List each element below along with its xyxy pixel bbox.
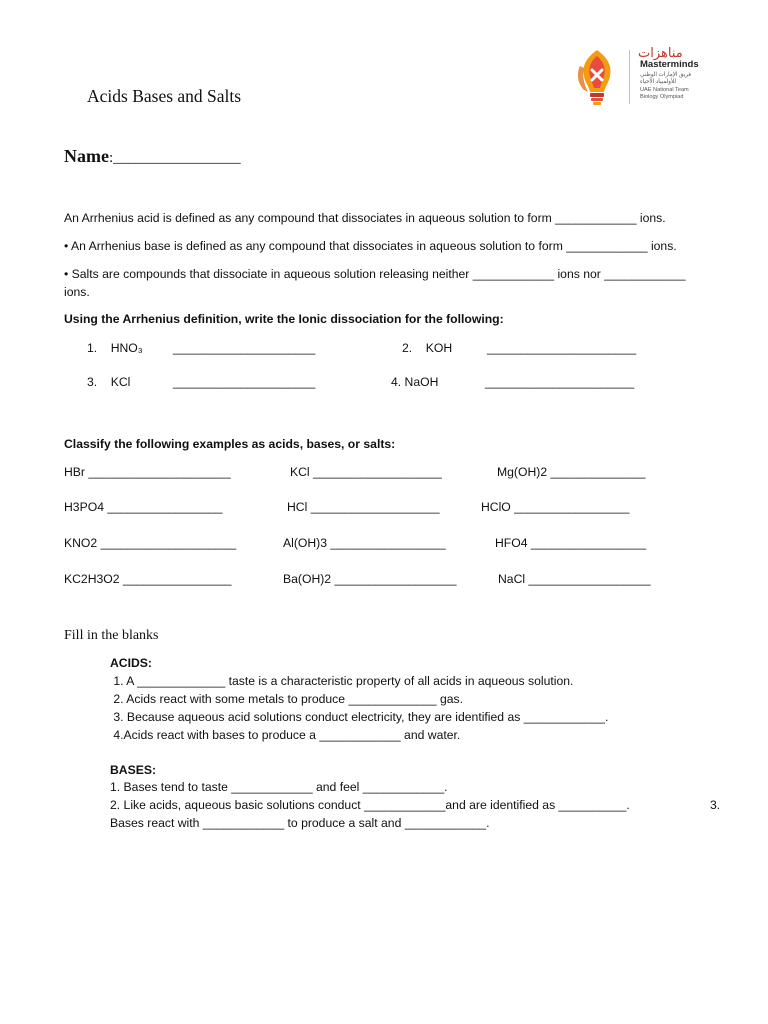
definition-salts-line1: • Salts are compounds that dissociate in aqueous solution releasing neither ____________ ions nor ____________	[64, 267, 686, 281]
name-colon: :	[108, 150, 114, 166]
logo-divider	[629, 50, 630, 104]
name-blank[interactable]: _________________	[113, 150, 241, 166]
name-label: Name	[64, 146, 109, 166]
lightbulb-flame-icon	[572, 46, 622, 108]
classify-item: H3PO4 _________________	[64, 500, 223, 514]
masterminds-logo	[572, 46, 712, 108]
classify-heading: Classify the following examples as acids, bases, or salts:	[64, 437, 396, 451]
logo-english-line2: Biology Olympiad	[640, 94, 684, 100]
dissociation-item-blank[interactable]: ______________________	[487, 341, 637, 355]
logo-arabic-name: مناهزات	[638, 46, 683, 61]
logo-arabic-line2: للأولمبياد الأحياء	[640, 79, 677, 85]
dissociation-item-label: 2. KOH	[402, 341, 453, 355]
dissociation-heading: Using the Arrhenius definition, write the Ionic dissociation for the following:	[64, 312, 504, 326]
logo-english-name: Masterminds	[640, 59, 699, 70]
definition-acid: An Arrhenius acid is defined as any compound that dissociates in aqueous solution to form ____________ ions.	[64, 211, 666, 225]
classify-item: HCl ___________________	[287, 500, 440, 514]
dissociation-item-label: 1. HNO₃	[87, 341, 143, 355]
dissociation-item-blank[interactable]: _____________________	[173, 375, 316, 389]
classify-item: KC2H3O2 ________________	[64, 572, 232, 586]
dissociation-item-blank[interactable]: ______________________	[485, 375, 635, 389]
classify-item: KNO2 ____________________	[64, 536, 237, 550]
classify-item: Ba(OH)2 __________________	[283, 572, 457, 586]
fill-heading: Fill in the blanks	[64, 628, 159, 643]
classify-item: Mg(OH)2 ______________	[497, 465, 646, 479]
dissociation-item-blank[interactable]: _____________________	[173, 341, 316, 355]
acids-item: 4.Acids react with bases to produce a ____________ and water.	[110, 728, 461, 742]
name-line	[64, 146, 241, 167]
classify-item: HBr _____________________	[64, 465, 231, 479]
classify-item: HFO4 _________________	[495, 536, 647, 550]
classify-item: NaCl __________________	[498, 572, 651, 586]
definition-base: • An Arrhenius base is defined as any compound that dissociates in aqueous solution to form ____________ ions.	[64, 239, 677, 253]
logo-arabic-line1: فريق الإمارات الوطني	[640, 72, 692, 78]
bases-item: 2. Like acids, aqueous basic solutions conduct ____________and are identified as __________.	[110, 798, 630, 812]
bases-heading: BASES:	[110, 763, 157, 777]
dissociation-item-label: 3. KCl	[87, 375, 131, 389]
bases-item: 1. Bases tend to taste ____________ and feel ____________.	[110, 780, 448, 794]
definition-salts-line2: ions.	[64, 285, 90, 299]
acids-item: 1. A _____________ taste is a characteristic property of all acids in aqueous solution.	[110, 674, 574, 688]
page-title: Acids Bases and Salts	[87, 86, 242, 106]
classify-item: KCl ___________________	[290, 465, 442, 479]
acids-item: 2. Acids react with some metals to produce _____________ gas.	[110, 692, 463, 706]
dissociation-item-label: 4. NaOH	[391, 375, 439, 389]
acids-item: 3. Because aqueous acid solutions conduct electricity, they are identified as ____________.	[110, 710, 609, 724]
bases-item: Bases react with ____________ to produce a salt and ____________.	[110, 816, 490, 830]
classify-item: Al(OH)3 _________________	[283, 536, 446, 550]
classify-item: HClO _________________	[481, 500, 630, 514]
logo-english-line1: UAE National Team	[640, 87, 689, 93]
acids-heading: ACIDS:	[110, 656, 152, 670]
bases-item-number: 3.	[710, 798, 721, 812]
